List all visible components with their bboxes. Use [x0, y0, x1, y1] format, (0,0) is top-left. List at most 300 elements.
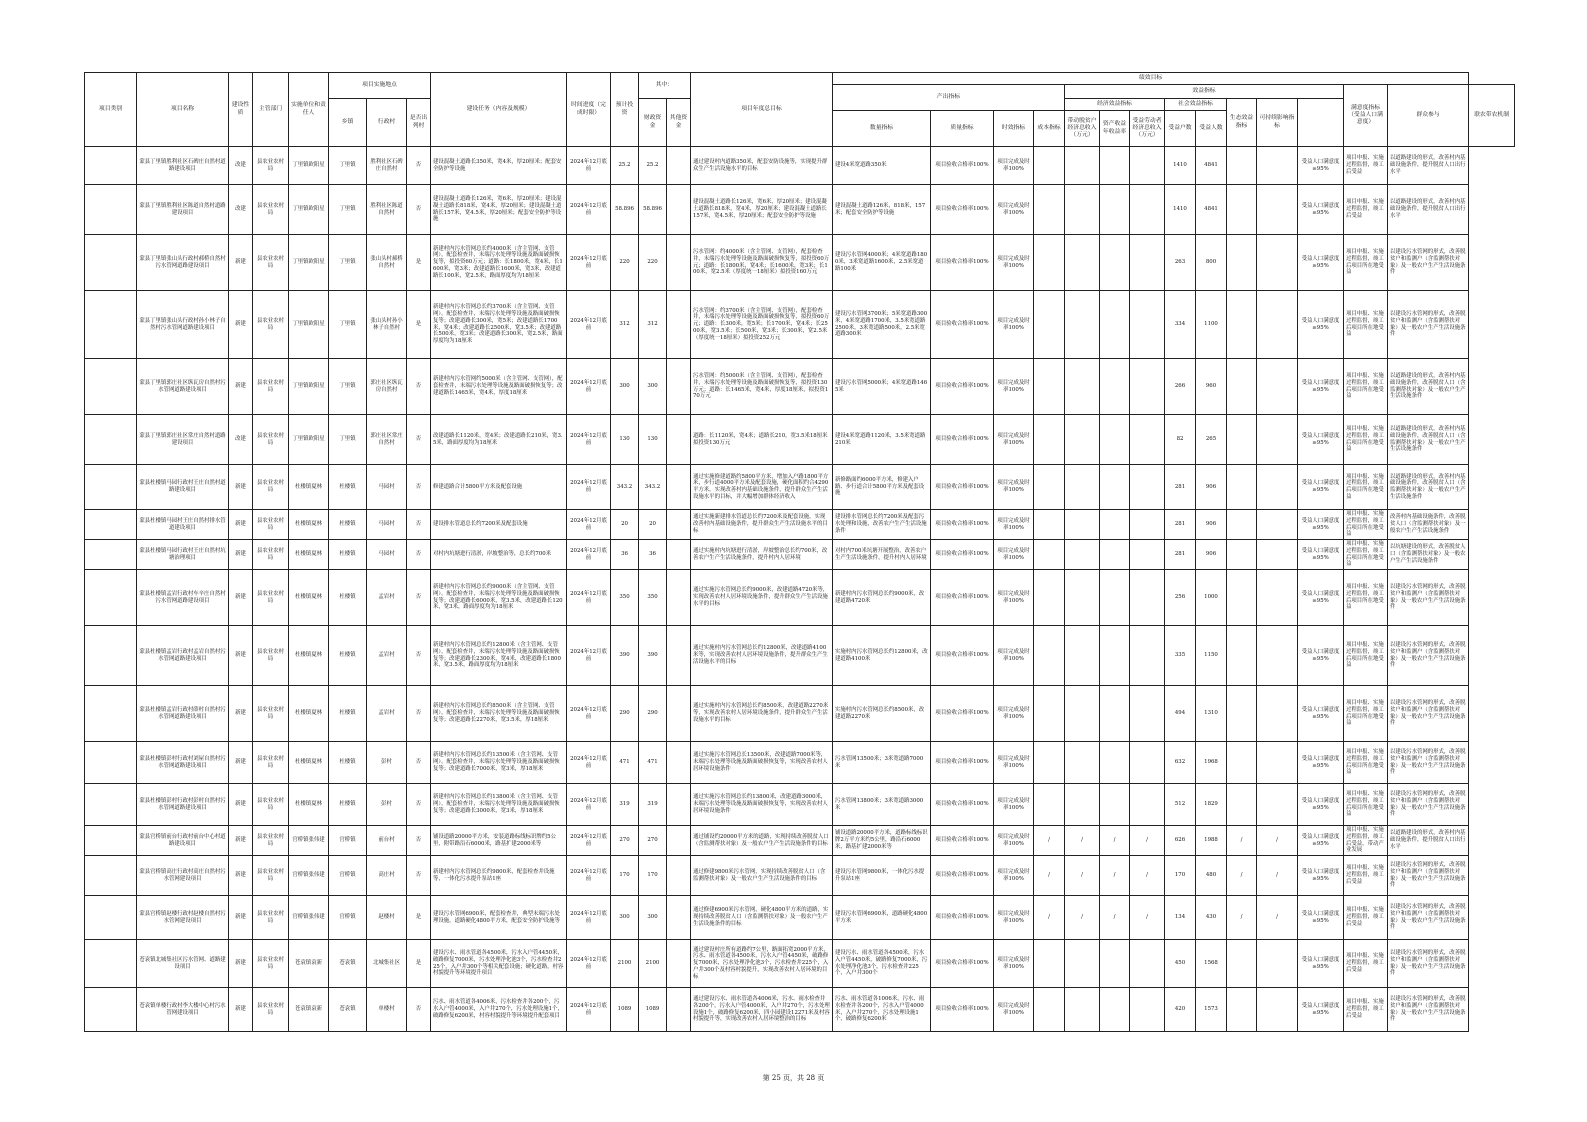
cell-nature: 新建 — [229, 742, 253, 784]
cell-time: 项目完成及时率100% — [994, 147, 1034, 185]
cell-e3 — [1130, 742, 1165, 784]
cell-name: 蒙县杜楼镇马园行政村王庄自然村道路建设项目 — [137, 465, 229, 510]
hdr-dept: 主管部门 — [253, 73, 289, 147]
cell-mech: 以建设污水管网的形式，改善脱贫户和监测户（含监测帮扶对象）及一般农户生产生活设施条件 — [1388, 988, 1469, 1032]
cell-time: 项目完成及时率100% — [994, 540, 1034, 570]
cell-sus — [1257, 940, 1298, 988]
cell-qty: 实施村内污水管网总长约12800米，改建道路4100米 — [833, 626, 931, 686]
cell-qty: 建设4米宽道路1120米，3.5米宽道路210米 — [833, 415, 931, 465]
cell-task: 铺设道路20000平方米，安装道路标线标识牌约5公里，附带路沿石6000米，路基扩建2000米等 — [431, 826, 567, 856]
cell-invest: 2100 — [611, 940, 639, 988]
cell-eco — [1227, 570, 1257, 626]
cell-cost — [1034, 988, 1065, 1032]
cell-town: 官桥镇 — [329, 826, 367, 856]
cell-e3 — [1130, 415, 1165, 465]
cell-sus — [1257, 415, 1298, 465]
cell-dept: 县农业农村局 — [253, 988, 289, 1032]
cell-pp: 1000 — [1196, 570, 1227, 626]
cell-e3 — [1130, 540, 1165, 570]
hdr-satisfaction: 满意度指标（受益人口满意度） — [1344, 85, 1388, 147]
cell-sus — [1257, 147, 1298, 185]
cell-nature: 新建 — [229, 988, 253, 1032]
cell-invest: 170 — [611, 856, 639, 896]
hdr-households: 受益户数 — [1165, 111, 1196, 147]
cell-poor: 否 — [407, 510, 431, 540]
cell-e3 — [1130, 291, 1165, 359]
cell-poor: 是 — [407, 896, 431, 940]
cell-schedule: 2024年12月底前 — [567, 896, 611, 940]
cell-qual: 项目验收合格率100% — [931, 235, 994, 291]
cell-town: 丁里镇 — [329, 147, 367, 185]
cell-eco — [1227, 465, 1257, 510]
cell-hh: 494 — [1165, 686, 1196, 742]
cell-pub: 项目申报、实施过程监督，竣工后项目所在地受益 — [1344, 626, 1388, 686]
cell-name: 蒙县杜楼镇马园村王庄自然村排水管道建设项目 — [137, 510, 229, 540]
cell-pub: 项目申报、实施过程监督，竣工后项目所在地受益 — [1344, 510, 1388, 540]
cell-sat: 受益人口满意度≥95% — [1298, 147, 1344, 185]
cell-qty: 建设污水管网3700米；5米宽道路300米，4米宽道路1700米，3.5米宽道路2500米，3米宽道路500米，2.5米宽道路300米 — [833, 291, 931, 359]
table-row — [85, 359, 1515, 415]
cell-other — [667, 540, 691, 570]
cell-invest: 300 — [611, 359, 639, 415]
cell-task: 建设污水、雨水管道各4500米，污水入户管4450米，破路修复7000米，污水处理净化池3个，污水检查井225个，入户井300个等相关配套设施；硬化道路，村容村貌提升等环境提升项目 — [431, 940, 567, 988]
cell-time: 项目完成及时率100% — [994, 742, 1034, 784]
hdr-schedule: 时间进度（完成时限） — [567, 73, 611, 147]
cell-hh: 263 — [1165, 235, 1196, 291]
cell-sus — [1257, 359, 1298, 415]
cell-fiscal: 25.2 — [639, 147, 667, 185]
hdr-invest: 预计投资 — [611, 73, 639, 147]
cell-task: 建设混凝土道路长350米，宽4米，厚20厘米；配套安全防护等设施 — [431, 147, 567, 185]
cell-pub: 项目申报、实施过程监督，竣工后项目所在地受益 — [1344, 742, 1388, 784]
cell-schedule: 2024年12月底前 — [567, 291, 611, 359]
cell-category — [85, 940, 137, 988]
cell-schedule: 2024年12月底前 — [567, 784, 611, 826]
table-row — [85, 415, 1515, 465]
cell-name: 苍袁镇北城集社区污水管网、道路建设项目 — [137, 940, 229, 988]
cell-hh: 1410 — [1165, 185, 1196, 235]
cell-name: 蒙县杜楼镇孟岩行政村孟岩自然村污水管网道路建设项目 — [137, 626, 229, 686]
table-row — [85, 784, 1515, 826]
cell-hh: 626 — [1165, 826, 1196, 856]
cell-other — [667, 147, 691, 185]
cell-e2 — [1100, 784, 1130, 826]
cell-time: 项目完成及时率100% — [994, 826, 1034, 856]
cell-sat: 受益人口满意度≥95% — [1298, 465, 1344, 510]
cell-sus — [1257, 742, 1298, 784]
cell-dept: 县农业农村局 — [253, 826, 289, 856]
cell-name: 蒙县丁里镇张山头行政村郝桥自然村污水管网道路建设项目 — [137, 235, 229, 291]
cell-cost: / — [1034, 856, 1065, 896]
cell-qty: 建设污水、雨水管道各4500米，污水入户管4450米，破路修复7000米，污水处理净化池3个，污水检查井225个，入户井300个 — [833, 940, 931, 988]
cell-cost — [1034, 465, 1065, 510]
cell-eco — [1227, 510, 1257, 540]
cell-e2 — [1100, 940, 1130, 988]
cell-e1 — [1065, 686, 1100, 742]
cell-dept: 县农业农村局 — [253, 465, 289, 510]
cell-invest: 471 — [611, 742, 639, 784]
cell-nature: 新建 — [229, 826, 253, 856]
cell-cost — [1034, 510, 1065, 540]
table-row — [85, 510, 1515, 540]
cell-fiscal: 130 — [639, 415, 667, 465]
cell-e2 — [1100, 742, 1130, 784]
cell-cost — [1034, 686, 1065, 742]
cell-time: 项目完成及时率100% — [994, 686, 1034, 742]
cell-unit: 官桥镇张伟建 — [289, 856, 329, 896]
cell-pp: 906 — [1196, 510, 1227, 540]
cell-mech: 以建设污水管网的形式，改善脱贫户和监测户（含监测帮扶对象）及一般农户生产生活设施条件 — [1388, 896, 1469, 940]
cell-task: 新建村内污水管网总长约3700米（含主管网、支管网），配套检查井，末端污水处理等设施及路面破损恢复等；改建道路长300米，宽5米；改建道路长1700米，宽4米；改建道路长2500米，宽3.5米；改建道路长500米，宽3米；改建道路长300米，宽2.5米，路面厚度均为18厘米 — [431, 291, 567, 359]
cell-goal: 通过实施污水管网总长约13800米，改建道路3000米，末端污水处理等设施及路面破损恢复等，实现改善农村人居环境设施条件 — [691, 784, 833, 826]
cell-e2 — [1100, 147, 1130, 185]
cell-category — [85, 856, 137, 896]
cell-other — [667, 686, 691, 742]
cell-schedule: 2024年12月底前 — [567, 988, 611, 1032]
cell-fiscal: 300 — [639, 359, 667, 415]
hdr-eco: 生态效益指标 — [1227, 99, 1257, 147]
hdr-public: 群众参与 — [1388, 85, 1469, 147]
cell-nature: 改建 — [229, 415, 253, 465]
cell-e3 — [1130, 988, 1165, 1032]
cell-e3: / — [1130, 896, 1165, 940]
cell-unit: 官桥镇张伟建 — [289, 896, 329, 940]
cell-sat: 受益人口满意度≥95% — [1298, 235, 1344, 291]
cell-e1 — [1065, 784, 1100, 826]
cell-pub: 项目申报、实施过程监督，竣工后项目所在地受益 — [1344, 291, 1388, 359]
table-row — [85, 147, 1515, 185]
cell-pp: 1829 — [1196, 784, 1227, 826]
cell-time: 项目完成及时率100% — [994, 235, 1034, 291]
cell-dept: 县农业农村局 — [253, 291, 289, 359]
cell-town: 杜楼镇 — [329, 686, 367, 742]
cell-goal: 通过建设污水、雨水管道各4006米，污水、雨水检查井各200个，污水入户管4000米，入户井270个，污水处理设施1个，破路修复6200米，四小园建设12271米及村容村貌提升等，实现改善农村人居环境整治的目标 — [691, 988, 833, 1032]
cell-time: 项目完成及时率100% — [994, 856, 1034, 896]
cell-category — [85, 742, 137, 784]
cell-sus: / — [1257, 826, 1298, 856]
cell-name: 蒙县杜楼镇孟岩行政村车辛庄自然村污水管网道路建设项目 — [137, 570, 229, 626]
cell-time: 项目完成及时率100% — [994, 415, 1034, 465]
cell-pub: 项目申报、实施过程监督，竣工后受益 — [1344, 988, 1388, 1032]
cell-mech: 以坑塘建设的形式，改善脱贫人口（含监测帮扶对象）及一般农户生产生活设施条件 — [1388, 540, 1469, 570]
cell-pub: 项目申报、实施过程监督，竣工后项目所在地受益 — [1344, 784, 1388, 826]
cell-name: 蒙县丁里镇张山头行政村孙小林子自然村污水管网道路建设项目 — [137, 291, 229, 359]
cell-invest: 130 — [611, 415, 639, 465]
cell-category — [85, 147, 137, 185]
cell-nature: 新建 — [229, 626, 253, 686]
cell-sat: 受益人口满意度≥95% — [1298, 940, 1344, 988]
cell-sat: 受益人口满意度≥95% — [1298, 510, 1344, 540]
cell-cost — [1034, 540, 1065, 570]
cell-e2 — [1100, 185, 1130, 235]
cell-eco: / — [1227, 856, 1257, 896]
cell-invest: 343.2 — [611, 465, 639, 510]
cell-pub: 项目申报、实施过程监督，竣工后项目所在地受益 — [1344, 465, 1388, 510]
table-row — [85, 540, 1515, 570]
cell-unit: 官桥镇张伟建 — [289, 826, 329, 856]
cell-schedule: 2024年12月底前 — [567, 570, 611, 626]
cell-schedule: 2024年12月底前 — [567, 742, 611, 784]
cell-time: 项目完成及时率100% — [994, 185, 1034, 235]
cell-schedule: 2024年12月底前 — [567, 856, 611, 896]
hdr-mechanism: 联农带农机制 — [1469, 85, 1515, 147]
cell-fiscal: 343.2 — [639, 465, 667, 510]
cell-e3 — [1130, 626, 1165, 686]
cell-unit: 杜楼镇夏林 — [289, 465, 329, 510]
cell-mech: 改善村内基础设施条件，改善脱贫人口（含监测帮扶对象）及一般农户生产生活设施条件 — [1388, 510, 1469, 540]
cell-nature: 新建 — [229, 291, 253, 359]
cell-village: 彭村 — [367, 784, 407, 826]
cell-other — [667, 465, 691, 510]
cell-qual: 项目验收合格率100% — [931, 291, 994, 359]
cell-poor: 否 — [407, 826, 431, 856]
cell-nature: 新建 — [229, 686, 253, 742]
cell-poor: 否 — [407, 540, 431, 570]
cell-eco: / — [1227, 896, 1257, 940]
cell-mech: 以建设污水管网的形式，改善脱贫户和监测户（含监测帮扶对象）及一般农户生产生活设施条件 — [1388, 940, 1469, 988]
cell-poor: 否 — [407, 686, 431, 742]
cell-e1 — [1065, 147, 1100, 185]
cell-goal: 通过实施村内坑塘进行清淤，岸坡整治总长约700米，改善农户生产生活设施条件，提升村内人居环境 — [691, 540, 833, 570]
cell-dept: 县农业农村局 — [253, 415, 289, 465]
cell-e1 — [1065, 510, 1100, 540]
cell-fiscal: 350 — [639, 570, 667, 626]
cell-village: 孟岩村 — [367, 626, 407, 686]
cell-mech: 以道路建设的形式，改善村内基础设施条件，改善脱贫人口（含监测帮扶对象）及一般农户生产生活设施条件 — [1388, 465, 1469, 510]
cell-hh: 281 — [1165, 510, 1196, 540]
page-footer: 第 25 页，共 28 页 — [762, 1074, 825, 1082]
cell-e2 — [1100, 510, 1130, 540]
cell-dept: 县农业农村局 — [253, 784, 289, 826]
cell-qty: 建设混凝土道路126米，818米，157米；配套安全防护等设施 — [833, 185, 931, 235]
cell-pub: 项目申报、实施过程监督，竣工后项目所在地受益 — [1344, 686, 1388, 742]
cell-schedule: 2024年12月底前 — [567, 940, 611, 988]
cell-poor: 否 — [407, 784, 431, 826]
cell-other — [667, 826, 691, 856]
cell-task: 新建村内污水管网总长约4000米（含主管网、支管网），配套检查井，末端污水处理等设施及路面破损恢复等，拟投资60万元；道路：长1800米，宽4米，长1600米，宽3米；改建道路长1600米，宽3米，改建道路长100米，宽2.5米，路面厚度均为18厘米 — [431, 235, 567, 291]
table-row — [85, 235, 1515, 291]
cell-unit: 苍袁镇袁新 — [289, 940, 329, 988]
cell-e2 — [1100, 540, 1130, 570]
cell-pp: 4841 — [1196, 147, 1227, 185]
cell-cost — [1034, 185, 1065, 235]
cell-e2 — [1100, 686, 1130, 742]
cell-goal: 通过建设村内道路350米，配套安防设施等，实现提升群众生产生活设施水平的目标 — [691, 147, 833, 185]
cell-fiscal: 290 — [639, 686, 667, 742]
cell-nature: 新建 — [229, 896, 253, 940]
cell-unit: 丁里镇欧阳星 — [289, 359, 329, 415]
cell-pub: 项目申报、实施过程监督，竣工后项目所在地受益 — [1344, 235, 1388, 291]
cell-village: 马园村 — [367, 540, 407, 570]
cell-hh: 512 — [1165, 784, 1196, 826]
hdr-econ1: 带动脱贫户经济总收入（万元） — [1065, 111, 1100, 147]
cell-pub: 项目申报、实施过程监督，竣工后受益 — [1344, 185, 1388, 235]
cell-village: 郭庄社区纵瓦房自然村 — [367, 359, 407, 415]
cell-eco — [1227, 235, 1257, 291]
cell-town: 丁里镇 — [329, 185, 367, 235]
cell-nature: 改建 — [229, 185, 253, 235]
cell-village: 胜利社区石碑庄自然村 — [367, 147, 407, 185]
cell-other — [667, 185, 691, 235]
cell-e2 — [1100, 570, 1130, 626]
hdr-other: 其他资金 — [667, 99, 691, 147]
cell-category — [85, 626, 137, 686]
cell-sus — [1257, 784, 1298, 826]
cell-mech: 以建设污水管网的形式，改善脱贫户和监测户（含监测帮扶对象）及一般农户生产生活设施条件 — [1388, 235, 1469, 291]
cell-qual: 项目验收合格率100% — [931, 896, 994, 940]
cell-sat: 受益人口满意度≥95% — [1298, 185, 1344, 235]
cell-category — [85, 235, 137, 291]
cell-e3 — [1130, 465, 1165, 510]
cell-schedule: 2024年12月底前 — [567, 359, 611, 415]
cell-other — [667, 626, 691, 686]
table-row — [85, 465, 1515, 510]
cell-eco — [1227, 940, 1257, 988]
cell-e2 — [1100, 465, 1130, 510]
cell-category — [85, 415, 137, 465]
cell-goal: 通过铺设约20000平方米的道路，实现持续改善脱贫人口（含监测帮扶对象）及一般农户生产生活设施条件的目标 — [691, 826, 833, 856]
cell-other — [667, 570, 691, 626]
cell-pub: 项目申报、实施过程监督，竣工后受益 — [1344, 856, 1388, 896]
cell-e3 — [1130, 147, 1165, 185]
hdr-cost: 成本指标 — [1034, 111, 1065, 147]
cell-town: 苍袁镇 — [329, 988, 367, 1032]
cell-time: 项目完成及时率100% — [994, 896, 1034, 940]
cell-sus — [1257, 235, 1298, 291]
cell-cost — [1034, 784, 1065, 826]
cell-e1 — [1065, 359, 1100, 415]
cell-pp: 800 — [1196, 235, 1227, 291]
cell-hh: 256 — [1165, 570, 1196, 626]
cell-town: 杜楼镇 — [329, 465, 367, 510]
hdr-nature: 建设性质 — [229, 73, 253, 147]
cell-nature: 新建 — [229, 784, 253, 826]
cell-eco — [1227, 185, 1257, 235]
cell-mech: 以道路建设的形式，改善村内基础设施条件，改善脱贫人口（含监测帮扶对象）及一般农户生产生活设施条件 — [1388, 415, 1469, 465]
cell-sat: 受益人口满意度≥95% — [1298, 826, 1344, 856]
cell-pp: 1573 — [1196, 988, 1227, 1032]
cell-goal: 污水管网：约4000米（含主管网、支管网），配套检查井，末端污水处理等设施及路面破损恢复等，拟投资60万元；道路：长1800米，宽4米；长1600米，宽3米；长100米，宽2.5米（厚度统一18厘米）拟投资160万元 — [691, 235, 833, 291]
cell-invest: 220 — [611, 235, 639, 291]
cell-dept: 县农业农村局 — [253, 359, 289, 415]
cell-other — [667, 415, 691, 465]
cell-eco — [1227, 540, 1257, 570]
cell-time: 项目完成及时率100% — [994, 784, 1034, 826]
cell-qual: 项目验收合格率100% — [931, 742, 994, 784]
cell-category — [85, 896, 137, 940]
hdr-econ2: 资产收益年收益率 — [1100, 111, 1130, 147]
cell-other — [667, 784, 691, 826]
cell-nature: 改建 — [229, 147, 253, 185]
cell-mech: 以建设污水管网的形式，改善脱贫户和监测户（含监测帮扶对象）及一般农户生产生活设施条件 — [1388, 626, 1469, 686]
cell-sat: 受益人口满意度≥95% — [1298, 570, 1344, 626]
cell-e3 — [1130, 686, 1165, 742]
cell-e3 — [1130, 784, 1165, 826]
cell-sus — [1257, 465, 1298, 510]
hdr-econ: 经济效益指标 — [1065, 99, 1165, 111]
hdr-poor: 是否出列村 — [407, 99, 431, 147]
hdr-output: 产出指标 — [833, 85, 1065, 111]
cell-qual: 项目验收合格率100% — [931, 415, 994, 465]
cell-unit: 苍袁镇袁新 — [289, 988, 329, 1032]
hdr-name: 项目名称 — [137, 73, 229, 147]
hdr-sustain: 可持续影响指标 — [1257, 99, 1298, 147]
cell-hh: 170 — [1165, 856, 1196, 896]
cell-village: 马园村 — [367, 510, 407, 540]
hdr-task: 建设任务（内容及规模） — [431, 73, 567, 147]
project-table-sheet — [84, 72, 1515, 1032]
cell-sus — [1257, 626, 1298, 686]
cell-other — [667, 235, 691, 291]
cell-mech: 以建设污水管网的形式，改善脱贫户和监测户（含监测帮扶对象）及一般农户生产生活设施条件 — [1388, 856, 1469, 896]
cell-cost — [1034, 291, 1065, 359]
cell-qty: 建设污水管网6900米，道路硬化4800平方米 — [833, 896, 931, 940]
cell-invest: 350 — [611, 570, 639, 626]
cell-name: 蒙县杜楼镇孟岩行政村薛村自然村污水管网道路建设项目 — [137, 686, 229, 742]
cell-mech: 以建设污水管网的形式，改善脱贫户和监测户（含监测帮扶对象）及一般农户生产生活设施条件 — [1388, 570, 1469, 626]
cell-fiscal: 36 — [639, 540, 667, 570]
cell-fiscal: 270 — [639, 826, 667, 856]
cell-qual: 项目验收合格率100% — [931, 856, 994, 896]
cell-fiscal: 2100 — [639, 940, 667, 988]
cell-category — [85, 510, 137, 540]
cell-sat: 受益人口满意度≥95% — [1298, 626, 1344, 686]
cell-town: 丁里镇 — [329, 359, 367, 415]
cell-fiscal: 300 — [639, 896, 667, 940]
cell-hh: 134 — [1165, 896, 1196, 940]
cell-fiscal: 471 — [639, 742, 667, 784]
cell-unit: 丁里镇欧阳星 — [289, 185, 329, 235]
cell-pp: 1988 — [1196, 826, 1227, 856]
cell-fiscal: 220 — [639, 235, 667, 291]
cell-pp: 1968 — [1196, 742, 1227, 784]
cell-qual: 项目验收合格率100% — [931, 147, 994, 185]
cell-village: 单楼村 — [367, 988, 407, 1032]
cell-qty: 污水、雨水管道各1006米，污水、雨水检查井各200个，污水入户管4000米，入户井270个，污水处理设施1个，破路修复6200米 — [833, 988, 931, 1032]
cell-poor: 否 — [407, 856, 431, 896]
cell-mech: 以建设污水管网的形式，改善脱贫户和监测户（含监测帮扶对象）及一般农户生产生活设施条件 — [1388, 686, 1469, 742]
cell-nature: 新建 — [229, 570, 253, 626]
cell-task: 对村内坑塘进行清淤，岸坡整治等，总长约700米 — [431, 540, 567, 570]
cell-town: 官桥镇 — [329, 896, 367, 940]
cell-e2 — [1100, 626, 1130, 686]
cell-eco — [1227, 359, 1257, 415]
cell-pp: 960 — [1196, 359, 1227, 415]
hdr-fiscal: 财政资金 — [639, 99, 667, 147]
cell-hh: 281 — [1165, 540, 1196, 570]
cell-village: 张山头村郝桥自然村 — [367, 235, 407, 291]
cell-mech: 以建设污水管网的形式，改善脱贫户和监测户（含监测帮扶对象）及一般农户生产生活设施条件 — [1388, 742, 1469, 784]
cell-poor: 否 — [407, 988, 431, 1032]
hdr-unit: 实施单位和责任人 — [289, 73, 329, 147]
cell-town: 丁里镇 — [329, 235, 367, 291]
cell-name: 蒙县官桥镇高庄行政村高庄自然村污水管网建设项目 — [137, 856, 229, 896]
cell-mech: 以建设污水管网的形式，改善脱贫户和监测户（含监测帮扶对象）及一般农户生产生活设施条件 — [1388, 784, 1469, 826]
cell-e2 — [1100, 415, 1130, 465]
cell-fiscal: 390 — [639, 626, 667, 686]
cell-cost — [1034, 940, 1065, 988]
cell-category — [85, 291, 137, 359]
cell-pp: 906 — [1196, 540, 1227, 570]
cell-goal: 通过修建9800米污水管网，实现持续改善脱贫人口（含监测帮扶对象）及一般农户生产生活设施条件的目标 — [691, 856, 833, 896]
cell-e1 — [1065, 185, 1100, 235]
cell-category — [85, 185, 137, 235]
cell-time: 项目完成及时率100% — [994, 510, 1034, 540]
table-row — [85, 626, 1515, 686]
cell-invest: 20 — [611, 510, 639, 540]
cell-sus — [1257, 291, 1298, 359]
cell-qty: 建设污水管网4000米；4米宽道路1800米，3米宽道路1600米，2.5米宽道路100米 — [833, 235, 931, 291]
